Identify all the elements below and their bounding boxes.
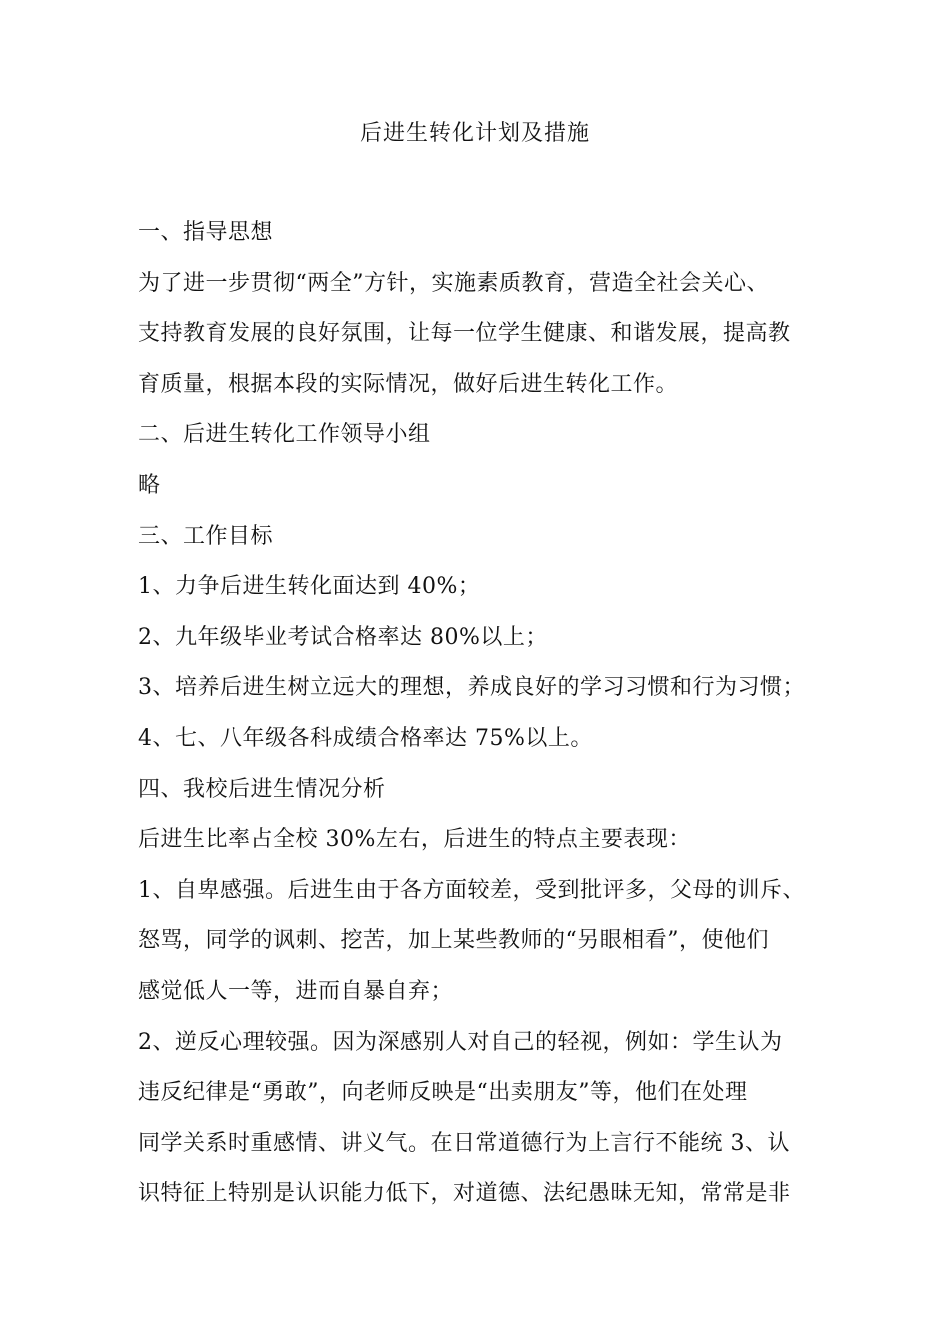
body-line: 感觉低人一等，进而自暴自弃； <box>138 978 454 1004</box>
heading-situation-analysis: 四、我校后进生情况分析 <box>138 776 386 802</box>
document-body <box>138 208 828 1220</box>
document-title: 后进生转化计划及措施 <box>359 121 590 146</box>
heading-work-goals: 三、工作目标 <box>138 523 274 549</box>
body-line: 违反纪律是“勇敢”，向老师反映是“出卖朋友”等，他们在处理 <box>138 1080 748 1106</box>
heading-leadership-group: 二、后进生转化工作领导小组 <box>138 422 431 448</box>
body-line: 怒骂，同学的讽刺、挖苦，加上某些教师的“另眼相看”，使他们 <box>138 928 769 954</box>
body-line: 后进生比率占全校 30%左右，后进生的特点主要表现： <box>138 827 691 853</box>
body-line: 同学关系时重感情、讲义气。在日常道德行为上言行不能统 3、认 <box>138 1130 790 1156</box>
body-line: 2、逆反心理较强。因为深感别人对自己的轻视，例如：学生认为 <box>138 1029 783 1055</box>
goal-item: 2、九年级毕业考试合格率达 80%以上； <box>138 624 548 650</box>
body-line: 育质量，根据本段的实际情况，做好后进生转化工作。 <box>138 371 679 397</box>
body-line: 识特征上特别是认识能力低下，对道德、法纪愚昧无知，常常是非 <box>138 1181 791 1207</box>
goal-item: 3、培养后进生树立远大的理想，养成良好的学习习惯和行为习惯； <box>138 675 805 701</box>
body-line: 1、自卑感强。后进生由于各方面较差，受到批评多，父母的训斥、 <box>138 877 805 903</box>
body-line: 略 <box>138 472 161 498</box>
goal-item: 4、七、八年级各科成绩合格率达 75%以上。 <box>138 725 593 751</box>
body-line: 为了进一步贯彻“两全”方针，实施素质教育，营造全社会关心、 <box>138 270 769 296</box>
goal-item: 1、力争后进生转化面达到 40%； <box>138 574 481 600</box>
body-line: 支持教育发展的良好氛围，让每一位学生健康、和谐发展，提高教 <box>138 321 791 347</box>
heading-guiding-thought: 一、指导思想 <box>138 220 274 245</box>
